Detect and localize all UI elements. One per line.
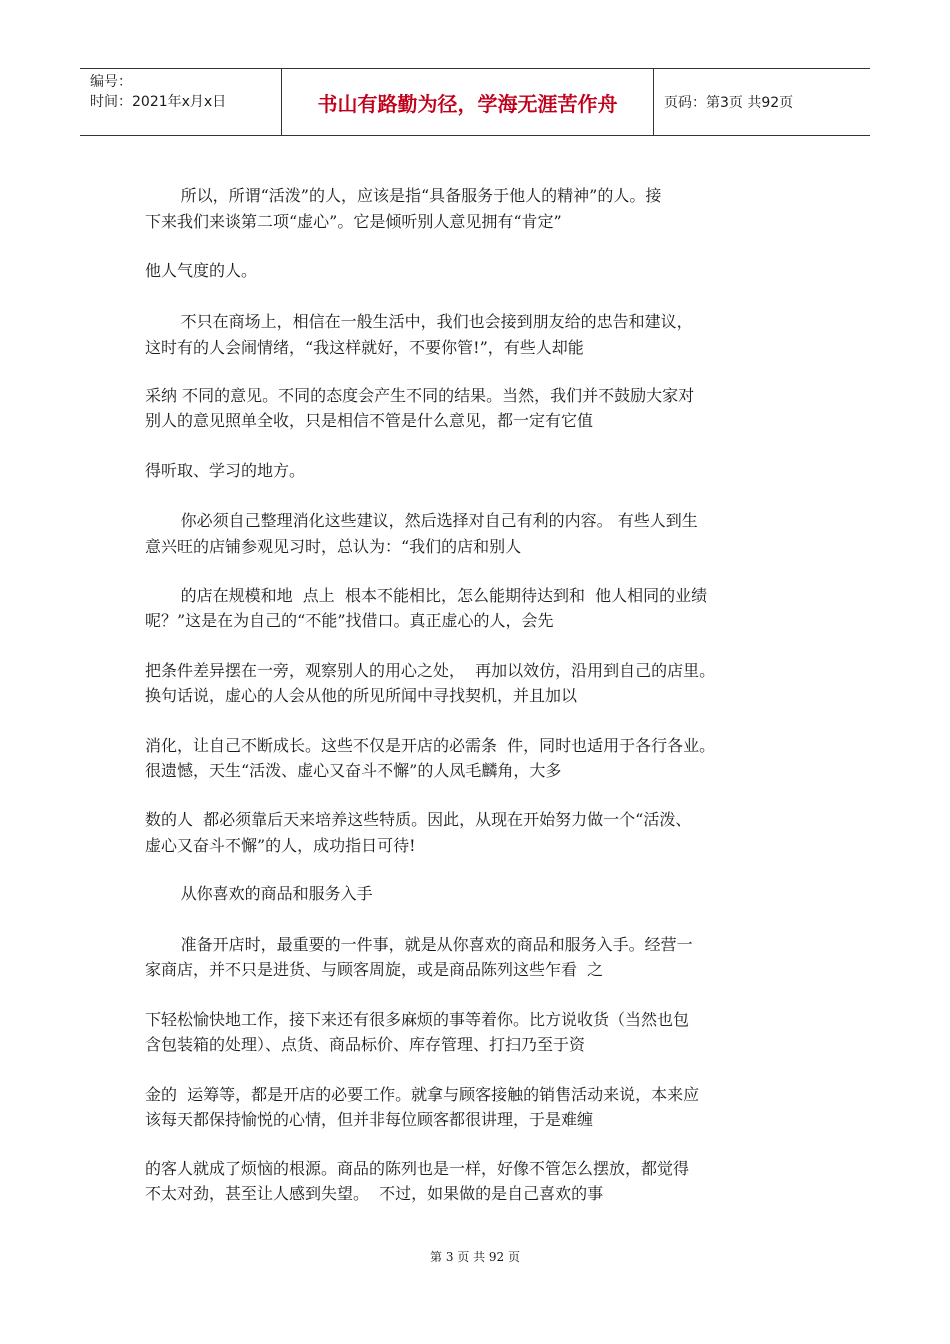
body-line: 虚心又奋斗不懈”的人，成功指日可待! [145,836,416,855]
body-line: 他人气度的人。 [145,261,258,280]
body-line: 这时有的人会闹情绪，“我这样就好，不要你管!”，有些人却能 [145,338,584,357]
number-label: 编号： [90,74,132,90]
body-line: 不只在商场上，相信在一般生活中，我们也会接到朋友给的忠告和建议， [145,312,693,331]
body-line: 把条件差异摆在一旁，观察别人的用心之处， 再加以效仿，沿用到自己的店里。 [145,661,716,680]
time-label: 时间：2021年x月x日 [90,94,227,110]
body-line: 下轻松愉快地工作，接下来还有很多麻烦的事等着你。比方说收货（当然也包 [145,1010,690,1029]
page-info-cell [654,69,870,135]
page-footer: 第 3 页 共 92 页 [430,1250,520,1264]
body-line: 数的人 都必须靠后天来培养这些特质。因此，从现在开始努力做一个“活泼、 [145,810,692,829]
header-meta-cell [80,69,282,135]
body-line: 准备开店时，最重要的一件事，就是从你喜欢的商品和服务入手。经营一 [145,935,693,954]
body-line: 很遗憾，天生“活泼、虚心又奋斗不懈”的人凤毛麟角，大多 [145,761,562,780]
body-line: 家商店，并不只是进货、与顾客周旋，或是商品陈列这些乍看 之 [145,960,604,979]
body-line: 得听取、学习的地方。 [145,461,306,480]
body-line: 的店在规模和地 点上 根本不能相比，怎么能期待达到和 他人相同的业绩 [145,586,708,605]
body-line: 所以，所谓“活泼”的人，应该是指“具备服务于他人的精神”的人。接 [145,186,662,205]
body-line: 呢？”这是在为自己的“不能”找借口。真正虚心的人，会先 [145,611,554,630]
body-line: 意兴旺的店铺参观见习时，总认为：“我们的店和别人 [145,537,522,556]
page-info-text: 页码：第3页 共92页 [664,95,794,111]
body-line: 不太对劲，甚至让人感到失望。 不过，如果做的是自己喜欢的事 [145,1184,604,1203]
body-line: 下来我们来谈第二项“虚心”。它是倾听别人意见拥有“肯定” [145,212,562,231]
header-table [80,68,870,136]
motto-cell [282,69,654,135]
body-line: 的客人就成了烦恼的根源。商品的陈列也是一样，好像不管怎么摆放，都觉得 [145,1159,690,1178]
body-line: 换句话说，虚心的人会从他的所见所闻中寻找契机，并且加以 [145,686,578,705]
body-line: 采纳 不同的意见。不同的态度会产生不同的结果。当然，我们并不鼓励大家对 [145,386,695,405]
body-line: 你必须自己整理消化这些建议，然后选择对自己有利的内容。 有些人到生 [145,511,698,530]
body-line: 该每天都保持愉悦的心情，但并非每位顾客都很讲理，于是难缠 [145,1110,594,1129]
body-line: 别人的意见照单全收，只是相信不管是什么意见，都一定有它值 [145,411,594,430]
body-line: 从你喜欢的商品和服务入手 [145,884,373,903]
motto-text: 书山有路勤为径，学海无涯苦作舟 [317,91,618,116]
body-line: 含包装箱的处理）、点货、商品标价、库存管理、打扫乃至于资 [145,1035,586,1054]
body-line: 金的 运筹等，都是开店的必要工作。就拿与顾客接触的销售活动来说，本来应 [145,1085,700,1104]
body-line: 消化，让自己不断成长。这些不仅是开店的必需条 件，同时也适用于各行各业。 [145,736,716,755]
